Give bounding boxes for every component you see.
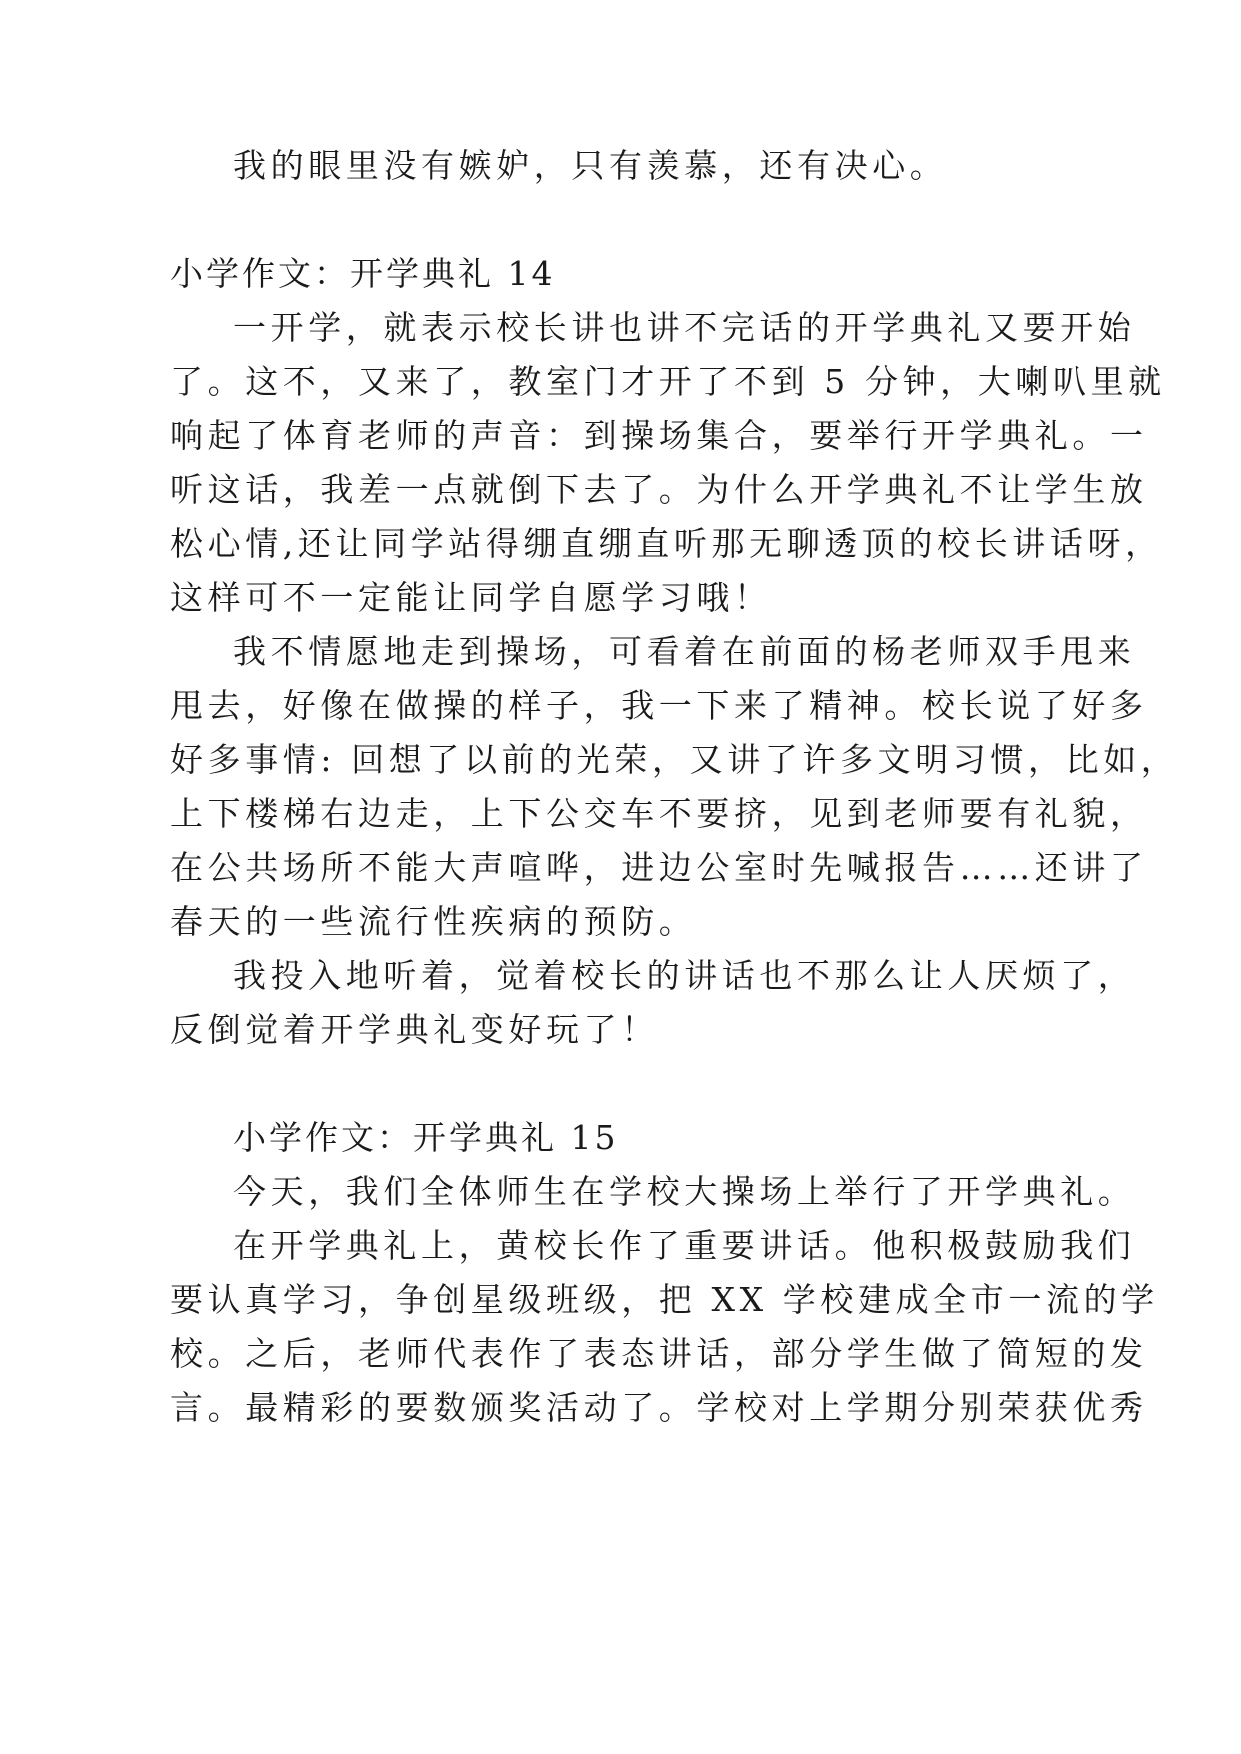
paragraph-line: 响起了体育老师的声音：到操场集合，要举行开学典礼。一: [170, 416, 1148, 455]
paragraph-line: 好多事情: 回想了以前的光荣，又讲了许多文明习惯，比如，: [170, 740, 1179, 779]
section-heading: 小学作文：开学典礼 15: [233, 1118, 619, 1157]
paragraph-line: 我的眼里没有嫉妒，只有羡慕，还有决心。: [233, 146, 948, 185]
paragraph-line: 上下楼梯右边走，上下公交车不要挤，见到老师要有礼貌，: [170, 794, 1148, 833]
paragraph-line: 了。这不，又来了，教室门才开了不到 5 分钟，大喇叭里就: [170, 362, 1166, 401]
paragraph-line: 言。最精彩的要数颁奖活动了。学校对上学期分别荣获优秀: [170, 1388, 1148, 1427]
paragraph-line: 在开学典礼上，黄校长作了重要讲话。他积极鼓励我们: [233, 1226, 1136, 1265]
paragraph-line: 反倒觉着开学典礼变好玩了！: [170, 1010, 659, 1049]
paragraph-line: 春天的一些流行性疾病的预防。: [170, 902, 697, 941]
paragraph-line: 在公共场所不能大声喧哗，进边公室时先喊报告……还讲了: [170, 848, 1148, 887]
paragraph-line: 听这话，我差一点就倒下去了。为什么开学典礼不让学生放: [170, 470, 1148, 509]
paragraph-line: 甩去，好像在做操的样子，我一下来了精神。校长说了好多: [170, 686, 1148, 725]
section-heading: 小学作文：开学典礼 14: [170, 254, 556, 293]
paragraph-line: 我不情愿地走到操场，可看着在前面的杨老师双手甩来: [233, 632, 1136, 671]
paragraph-line: 校。之后，老师代表作了表态讲话，部分学生做了简短的发: [170, 1334, 1148, 1373]
paragraph-line: 一开学，就表示校长讲也讲不完话的开学典礼又要开始: [233, 308, 1136, 347]
paragraph-line: 我投入地听着，觉着校长的讲话也不那么让人厌烦了，: [233, 956, 1136, 995]
paragraph-line: 今天，我们全体师生在学校大操场上举行了开学典礼。: [233, 1172, 1136, 1211]
paragraph-line: 松心情,还让同学站得绷直绷直听那无聊透顶的校长讲话呀，: [170, 524, 1163, 563]
paragraph-line: 这样可不一定能让同学自愿学习哦！: [170, 578, 772, 617]
paragraph-line: 要认真学习，争创星级班级，把 XX 学校建成全市一流的学: [170, 1280, 1159, 1319]
